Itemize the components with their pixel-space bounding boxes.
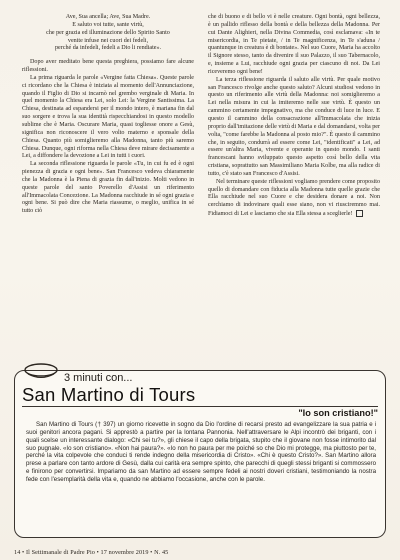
- paragraph: [208, 179, 380, 219]
- prayer-verse: Ave, Sua ancella; Ave, Sua Madre. E saluto voi tutte, sante virtù, che per grazia ed illuminazione dello Spirito Santo venite infuse nei cuori dei fedeli, perché da infedeli, fedeli a Dio li rendiate».: [46, 14, 170, 52]
- right-column: [208, 14, 380, 374]
- left-column: [22, 14, 194, 374]
- paragraph: Dopo aver meditato bene questa preghiera, possiamo fare alcune riflessioni.: [22, 59, 194, 74]
- article-columns: [22, 14, 380, 374]
- box-title: San Martino di Tours: [22, 384, 196, 405]
- end-of-article-icon: [356, 210, 363, 217]
- box-paragraph: San Martino di Tours († 397) un giorno ricevette in sogno da Dio l'ordine di recarsi presto ad evangelizzare la sua patria e i suoi genitori ancora pagani. Si apprestò a partire per la lontana Pannonia. Nell'attraversare le Alpi incontrò dei briganti, con i quali scelse un interessante dialogo: «Chi sei tu?», gli chiese il capo della brigata, stupito che il giovane non fosse intimorito dal suo pugnale. «Io son cristiano». «Non hai paura?». «Io non ho paura per me poiché so che Dio mi protegge, ma piuttosto per te, perché la vita colpevole che conduci ti rende indegno della misericordia di Cristo». «Chi è questo Cristo?». San Martino allora prese a parlare con tanto ardore di Gesù, dalla cui carità era sempre spinto, che parecchi di quegli stessi briganti si commossero e finirono per convertirsi. Impariamo da san Martino ad essere sempre fedeli ai nostri doveri cristiani, testimoniando la nostra fede con l'esemplarità della vita e, quando ne abbiamo l'occasione, anche con le parole.: [26, 421, 376, 483]
- title-divider: [22, 406, 378, 407]
- paragraph-text: Nel terminare queste riflessioni vogliamo prendere come proposito quello di domandare con fiducia alla Madonna tutte quelle grazie che Ella racchiude nel suo Cuore e che desidera donare a noi. Non cerchiamo di indovinare quali esse siano, non vi riusciremmo mai. Fidiamoci di Lei e lasciamo che sia Ella stessa a sceglierle!: [208, 178, 380, 217]
- paragraph: La seconda riflessione riguarda le parole «Tu, in cui fu ed è ogni pienezza di grazia e ogni bene». San Francesco vedeva chiaramente che la Madonna è la Piena di grazia fin dall'inizio. Molti vedono in queste parole del santo Poverello d'Assisi un riferimento all'Immacolata Concezione. La Madonna racchiude in sé ogni grazia e ogni bene. Si può dire che Maria riassume, o meglio, unifica in sé tutto ciò: [22, 161, 194, 215]
- paragraph: La prima riguarda le parole «Vergine fatta Chiesa». Queste parole ci ricordano che la Chiesa è iniziata al momento dell'Annunciazione, quando il Figlio di Dio si incarnò nel grembo verginale di Maria. In quel momento la Chiesa era Lei, solo Lei: la Vergine Santissima. La Chiesa, destinata ad espandersi per il mondo intero, è mariana fin dal suo sorgere e trova la sua identità rispecchiandosi in questo modello sublime che è Maria. Oscurare Maria, quasi togliesse onore a Gesù, significa non riconoscere il vero volto materno e sponsale della Chiesa. Quanto più somiglieremo alla Madonna, tanto più saremo Chiesa. Dunque, ogni riforma nella Chiesa deve mirare decisamente a Lei, a diffondere la devozione a Lei in tutti i cuori.: [22, 74, 194, 160]
- box-quote: "Io son cristiano!": [298, 408, 378, 418]
- paragraph: La terza riflessione riguarda il saluto alle virtù. Per quale motivo san Francesco rivolge anche questo saluto? Alcuni studiosi vedono in questo un riferimento alle virtù della Madonna: noi somiglieremo a Lei nella misura in cui la imiteremo nelle sue virtù. È questo un cammino certamente impegnativo, ma che conduce di luce in luce. E questo il cammino della consacrazione all'Immacolata che inizia proprio dall'imitazione delle virtù di Maria e dal domandarsi, volta per volta, "come farebbe la Madonna al posto mio?". È questo il cammino che, in seguito, condurrà ad essere come Lei, "identificati" a Lei, ad essere un'altra Maria, vivente e operante in questo mondo. I santi francescani hanno sviluppato questo aspetto così bello della vita cristiana, soprattutto san Massimiliano Maria Kolbe, ma alla radice di tutto, c'è stato san Francesco d'Assisi.: [208, 76, 380, 177]
- box-body: [26, 421, 376, 484]
- halo-icon: [22, 356, 60, 384]
- page-footer: 14 • Il Settimanale di Padre Pio • 17 novembre 2019 • N. 45: [14, 549, 169, 556]
- paragraph: che di buono e di bello vi è nelle creature. Ogni bontà, ogni bellezza, è un pallido riflesso della bontà e della bellezza della Madonna. Per cui Dante Alighieri, nella Divina Commedia, così esclamava: «In te misericordia, in Te pietate, / in Te magnificenza, in Te s'aduna / quantunque in creatura è di bontate». Nel suo Cuore, Maria ha accolto il Signore stesso, tanto da divenire il suo Palazzo, il suo Tabernacolo, e, insieme a Lui, racchiude ogni grazia per ciascuno di noi. Da Lei riceveremo ogni bene!: [208, 14, 380, 75]
- box-kicker: 3 minuti con...: [64, 372, 133, 384]
